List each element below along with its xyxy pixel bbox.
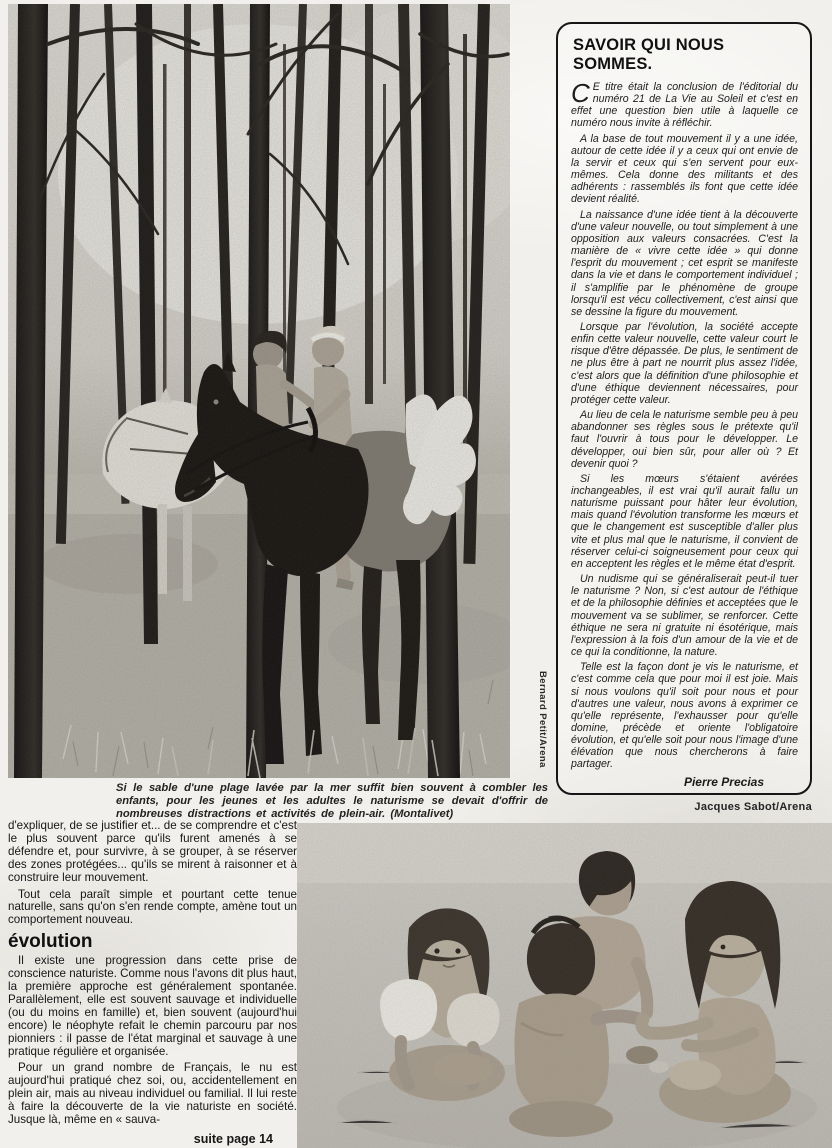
dropcap: C bbox=[571, 78, 590, 108]
continued-on-page-note: suite page 14 bbox=[193, 1131, 273, 1146]
body-text-column bbox=[8, 820, 297, 1146]
article-paragraph: Si les mœurs s'étaient avérées inchangeables, il est vrai qu'il aurait fallu un naturisme puissant pour hâter leur évolution, mais quand l'évolution transforme les mœurs et que le changement est susceptible d'aller plus vite et plus mal que le naturisme, il convient de réserver celui-ci soigneusement pour ceux qui en acceptent les règles et le même état d'esprit. bbox=[571, 472, 798, 570]
forest-riders-photo bbox=[8, 4, 510, 778]
photo-credit-vertical: Bernard Petit/Arena bbox=[537, 671, 548, 768]
body-paragraph: Il existe une progression dans cette prise de conscience naturiste. Comme nous l'avons dit plus haut, la première approche est généralement spontanée. Parallèlement, elle est souvent sauvage et individuelle (ou du moins en famille) et, bien souvent (aujourd'hui encore) le néophyte refait le chemin parcouru par nos pionniers : il passe de l'état marginal et sauvage à une pratique régulière et organisée. bbox=[8, 954, 297, 1058]
article-title: SAVOIR QUI NOUS SOMMES. bbox=[573, 36, 725, 73]
children-beach-photo bbox=[297, 823, 832, 1148]
article-paragraph: Au lieu de cela le naturisme semble peu à peu abandonner ses règles sous le prétexte qu'il faut l'ouvrir à tous pour le développer. Le développer, oui bien sûr, pour aller où ? Et devenir quoi ? bbox=[571, 409, 798, 470]
body-paragraph: Pour un grand nombre de Français, le nu est aujourd'hui pratiqué chez soi, ou, accidentellement en plein air, mais au niveau individuel ou familial. Il lui reste à faire la découverte de la vie naturiste en société. Jusque là, même en « sauva- bbox=[8, 1061, 297, 1127]
article-paragraph: Telle est la façon dont je vis le naturisme, et c'est comme cela que pour moi il est joie. Mais si nous voulons qu'il soit pour nous et pour d'autres une valeur, nous avons à exprimer ce qu'elle représente, l'exhausser pour qu'elle domine, précède et oriente l'obligatoire évolution, et qu'elle soit pour nous l'image d'une élévation que nous chercherons à faire partager. bbox=[571, 661, 798, 771]
author-signature: Pierre Precias bbox=[683, 774, 764, 789]
body-paragraph: d'expliquer, de se justifier et... de se comprendre et c'est le plus souvent parce qu'ils furent amenés à se défendre et, pour survivre, à se grouper, à se réserver des zones protégées... qu'ils se mirent à raisonner et à construire leur mouvement. bbox=[8, 819, 297, 884]
section-heading: évolution bbox=[8, 931, 93, 953]
article-paragraph: Un nudisme qui se généraliserait peut-il tuer le naturisme ? Non, si c'est autour de l'éthique et de la philosophie définies et acceptées que le mouvement va se sublimer, se renforcer. Cette éthique ne sera ni gratuite ni ésotérique, mais l'expression à la fois d'un amour de la vie et de ce qui la conditionne, la nature. bbox=[571, 573, 798, 659]
article-paragraph: La naissance d'une idée tient à la découverte d'une valeur nouvelle, ou tout simplement à une opposition aux valeurs consacrées. C'est la manière de « vivre cette idée » qui donne l'esprit du mouvement ; cet esprit se manifeste dans la vie et dans le comportement individuel ; il s'amplifie par le phénomène de groupe lorsqu'il est vécu collectivement, c'est ainsi que se dessine la figure du mouvement. bbox=[571, 208, 798, 318]
article-paragraph: Lorsque par l'évolution, la société accepte enfin cette valeur nouvelle, cette valeur court le risque d'être dépassée. De plus, le sentiment de ne plus être à part ne nourrit plus assez l'idée, c'est alors que la définition d'une philosophie et d'une éthique deviennent nécessaires, pour protéger cette valeur. bbox=[571, 320, 798, 406]
photo-credit: Jacques Sabot/Arena bbox=[694, 801, 812, 813]
article-paragraph: C E titre était la conclusion de l'éditorial du numéro 21 de La Vie au Soleil et c'est en effet une question bien utile à laquelle ce numéro nous invite à réfléchir. bbox=[571, 78, 798, 130]
editorial-box bbox=[556, 22, 812, 795]
article-paragraph: A la base de tout mouvement il y a une idée, autour de cette idée il y a ceux qui ont envie de la servir et ceux qui s'en servent pour eux-mêmes. Cela donne des militants et des adhérents : rassemblés ils font que cette idée devient réalité. bbox=[571, 132, 798, 206]
photo-caption: Si le sable d'une plage lavée par la mer suffit bien souvent à combler les enfants, pour les jeunes et les adultes le naturisme se devait d'offrir de nombreuses distractions et activités de plein-air. (Montalivet) bbox=[116, 782, 548, 820]
body-paragraph: Tout cela paraît simple et pourtant cette tenue naturelle, sans qu'on s'en rende compte, amène tout un comportement nouveau. bbox=[8, 887, 297, 927]
